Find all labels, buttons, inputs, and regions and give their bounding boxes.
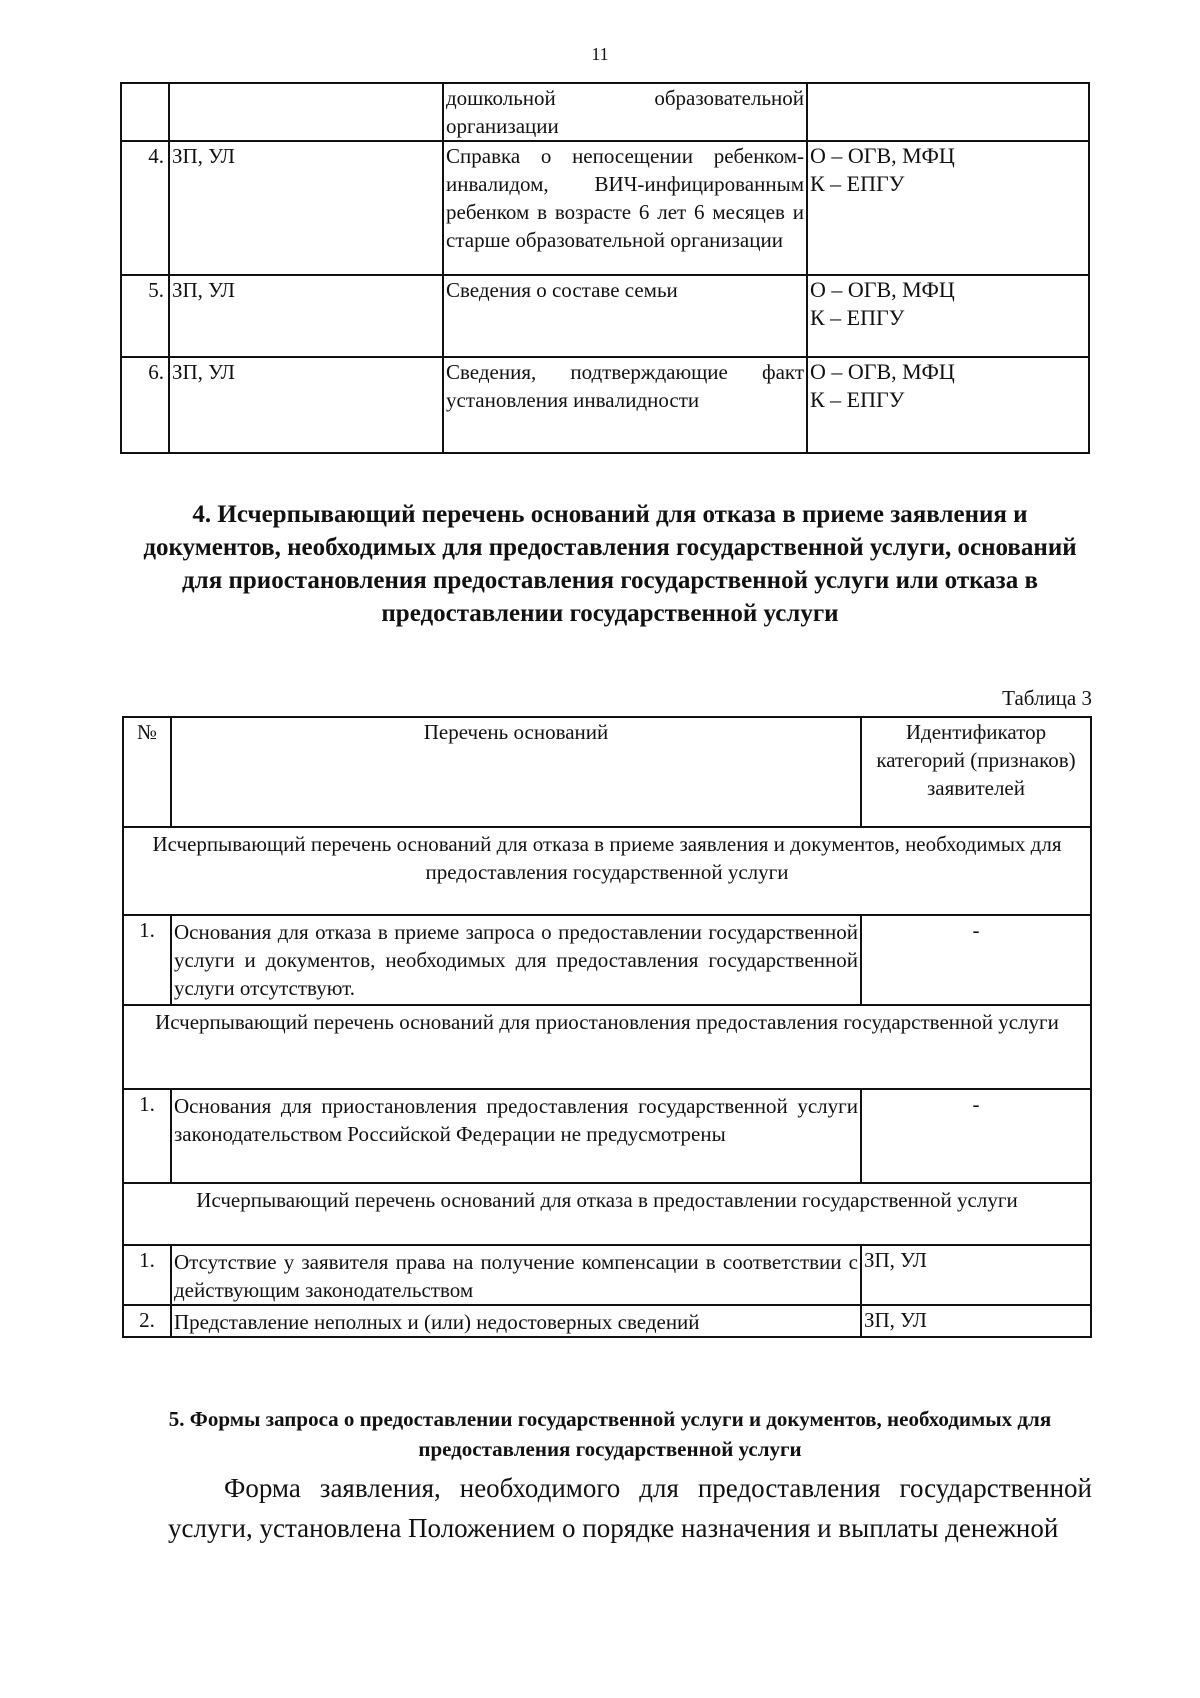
table-row: [121, 83, 1089, 141]
document-cell: Справка о непосещении ребенком-инвалидом, ВИЧ-инфицированным ребенком в возрасте 6 лет 6 месяцев и старше образовательной организации: [443, 141, 807, 275]
section-title: Исчерпывающий перечень оснований для отказа в приеме заявления и документов, необходимых для предоставления государственной услуги: [123, 827, 1091, 915]
table-row: [123, 915, 1091, 1005]
channel-line: О – ОГВ, МФЦ: [810, 359, 955, 384]
paragraph-text: Форма заявления, необходимого для предоставления государственной услуги, установлена Положением о порядке назначения и выплаты денежной: [168, 1473, 1092, 1543]
row-number: 1.: [123, 1245, 171, 1305]
row-number: 1.: [123, 1089, 171, 1183]
section-row: [123, 1183, 1091, 1245]
row-number: 5.: [121, 275, 169, 357]
table-row: [121, 141, 1089, 275]
channel-line: О – ОГВ, МФЦ: [810, 143, 955, 168]
row-number: [121, 83, 169, 141]
channel-line: К – ЕПГУ: [810, 387, 905, 412]
identifier-cell: -: [861, 915, 1091, 1005]
table-row: [123, 1089, 1091, 1183]
table-row: [123, 1245, 1091, 1305]
table-header-row: [123, 717, 1091, 827]
header-identifier: Идентификатор категорий (признаков) заявителей: [861, 717, 1091, 827]
channels-cell: [807, 141, 1089, 275]
table-row: [121, 275, 1089, 357]
document-cell: Сведения, подтверждающие факт установления инвалидности: [443, 357, 807, 453]
table-caption: Таблица 3: [1002, 686, 1092, 710]
row-number: 4.: [121, 141, 169, 275]
section-5-heading: 5. Формы запроса о предоставлении государственной услуги и документов, необходимых для предоставления государственной услуги: [168, 1407, 1052, 1461]
header-grounds: Перечень оснований: [171, 717, 861, 827]
document-cell: дошкольной образовательной организации: [443, 83, 807, 141]
documents-table: [120, 82, 1090, 454]
header-number: №: [123, 717, 171, 827]
table-row: [121, 357, 1089, 453]
identifier-cell: ЗП, УЛ: [861, 1305, 1091, 1337]
row-number: 2.: [123, 1305, 171, 1337]
page-number: 11: [591, 44, 609, 64]
category-cell: ЗП, УЛ: [169, 141, 443, 275]
row-number: 6.: [121, 357, 169, 453]
grounds-cell: Отсутствие у заявителя права на получение компенсации в соответствии с действующим законодательством: [171, 1245, 861, 1305]
section-4-heading: 4. Исчерпывающий перечень оснований для отказа в приеме заявления и документов, необходимых для предоставления государственной услуги, оснований для приостановления предоставления государственной услуги или отказа в предоставлении государственной услуги: [143, 501, 1077, 627]
channel-line: К – ЕПГУ: [810, 171, 905, 196]
category-cell: [169, 83, 443, 141]
channel-line: К – ЕПГУ: [810, 305, 905, 330]
row-number: 1.: [123, 915, 171, 1005]
table-row: [123, 1305, 1091, 1337]
channel-line: О – ОГВ, МФЦ: [810, 277, 955, 302]
identifier-cell: -: [861, 1089, 1091, 1183]
channels-cell: [807, 275, 1089, 357]
category-cell: ЗП, УЛ: [169, 357, 443, 453]
section-row: [123, 827, 1091, 915]
document-cell: Сведения о составе семьи: [443, 275, 807, 357]
identifier-cell: ЗП, УЛ: [861, 1245, 1091, 1305]
grounds-cell: Основания для приостановления предоставления государственной услуги законодательством Российской Федерации не предусмотрены: [171, 1089, 861, 1183]
section-row: [123, 1005, 1091, 1089]
section-5-paragraph: [168, 1468, 1092, 1548]
grounds-cell: Представление неполных и (или) недостоверных сведений: [171, 1305, 861, 1337]
category-cell: ЗП, УЛ: [169, 275, 443, 357]
grounds-cell: Основания для отказа в приеме запроса о предоставлении государственной услуги и документов, необходимых для предоставления государственной услуги отсутствуют.: [171, 915, 861, 1005]
channels-cell: [807, 357, 1089, 453]
section-title: Исчерпывающий перечень оснований для приостановления предоставления государственной услуги: [123, 1005, 1091, 1089]
channels-cell: [807, 83, 1089, 141]
grounds-table: [122, 716, 1092, 1338]
section-title: Исчерпывающий перечень оснований для отказа в предоставлении государственной услуги: [123, 1183, 1091, 1245]
